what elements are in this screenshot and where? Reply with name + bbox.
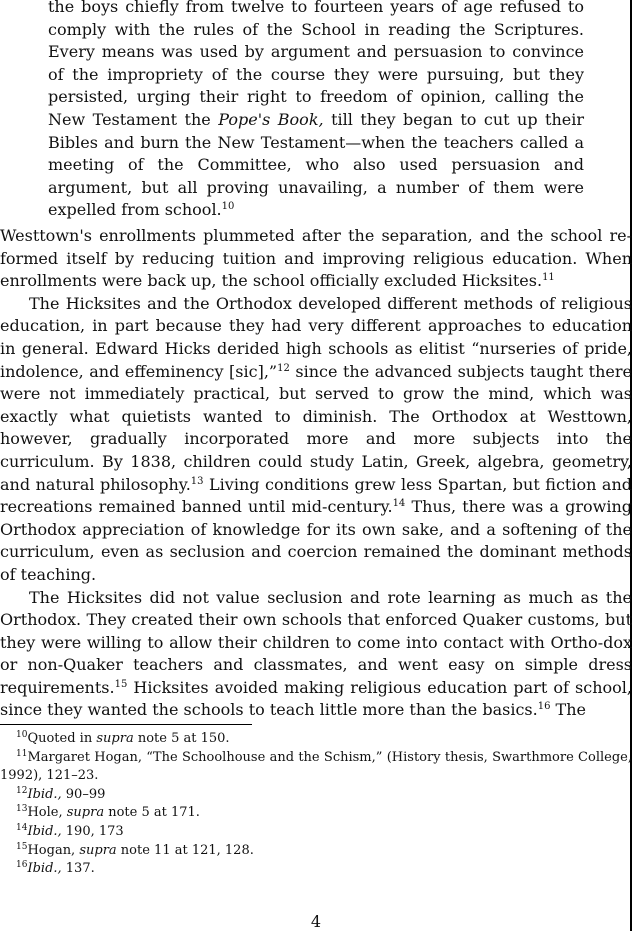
footnote-ref: 15 (114, 678, 128, 690)
footnote-italic: supra (96, 731, 134, 746)
quote-text: the boys chiefly from twelve to fourteen years of age refused to comply with the rules of the School in reading the Scriptures. Every means was used by argument and persuasion to convince of the impropriety of the course they were pursuing, but they persisted, urging their right to freedom of opinion, calling the New Testament the (48, 0, 584, 129)
footnote (0, 860, 632, 879)
footnote-text: note 5 at 150. (133, 731, 230, 746)
footnote (0, 823, 632, 842)
paragraph-text: Living conditions grew less Spartan, but fiction and recreations remained banned until mid-century. (0, 474, 632, 517)
paragraph-text: The Hicksites and the Orthodox developed different methods of religious education, in part because they had very different approaches to education in general. Edward Hicks derided high schools as elitist “nurseries of pride, indolence, and effeminency [sic],” (0, 293, 632, 381)
paragraph (0, 293, 632, 587)
paragraph-text: Thus, there was a growing Orthodox appreciation of knowledge for its own sake, and a softening of the curriculum, even as seclusion and coercion remained the dominant methods of teaching. (0, 497, 632, 584)
footnote-text: 190, 173 (61, 823, 124, 839)
footnote-number: 16 (16, 860, 28, 871)
footnote-text: note 5 at 171. (104, 805, 200, 821)
paragraph-text: The (550, 700, 586, 720)
footnote-text: Hole, (27, 805, 67, 821)
paragraph (0, 225, 632, 293)
footnote-italic: Ibid., (27, 786, 62, 802)
quote-text-end: till they began to cut up their Bibles and burn the New Testament—when the teachers called a meeting of the Committee, who also used persuasion and argument, but all proving unavailing, a number of them were expelled from school. (48, 109, 585, 220)
footnote-ref: 13 (190, 475, 204, 487)
footnote (0, 786, 632, 805)
footnote (0, 749, 632, 786)
footnote (0, 730, 632, 749)
footnote-text: 137. (61, 861, 95, 877)
page-number: 4 (310, 912, 322, 931)
footnote-number: 11 (16, 748, 28, 759)
footnote-number: 14 (16, 822, 28, 833)
quote-paragraph (48, 0, 584, 222)
footnote-ref: 10 (221, 201, 235, 213)
block-quote (48, 0, 584, 222)
footnote-ref: 14 (392, 498, 406, 510)
footnote-number: 12 (16, 785, 28, 796)
footnote-ref: 12 (277, 362, 290, 374)
quote-italic-title: Pope's Book, (218, 109, 324, 129)
footnotes (0, 730, 632, 879)
paragraph-text: Westtown's enrollments plummeted after the separation, and the school re-formed itself by reducing tuition and improving religious education. When enrollments were back up, the school officially excluded Hicksites. (0, 226, 632, 291)
footnote-italic: Ibid., (27, 861, 62, 877)
footnote-text: Quoted in (27, 731, 97, 746)
footnote-text: Hogan, (27, 842, 80, 858)
paragraph-text: since the advanced subjects taught there were not immediately practical, but served to grow the mind, which was exactly what quietists wanted to diminish. The Orthodox at Westtown, however, gradually incorporated more and more subjects into the curriculum. By 1838, children could study Latin, Greek, algebra, geometry, and natural philosophy. (0, 361, 632, 494)
footnote-ref: 16 (537, 701, 551, 713)
footnote-number: 15 (16, 841, 28, 852)
footnote-text: 90–99 (61, 786, 106, 802)
body-text (0, 225, 632, 722)
paragraph-text: The Hicksites did not value seclusion and rote learning as much as the Orthodox. They created their own schools that enforced Quaker customs, but they were willing to allow their children to come into contact with Ortho-dox or non-Quaker teachers and classmates, and went easy on simple dress requirements. (0, 587, 632, 697)
paragraph (0, 587, 632, 723)
footnote-italic: supra (79, 842, 117, 858)
footnote-ref: 11 (542, 272, 555, 284)
footnote (0, 804, 632, 823)
footnote-number: 13 (16, 804, 28, 815)
footnote-text: Margaret Hogan, “The Schoolhouse and the Schism,” (History thesis, Swarthmore College, 1992), 121–23. (0, 749, 632, 784)
footnote-italic: Ibid., (27, 823, 62, 839)
footnote (0, 842, 632, 861)
footnote-text: note 11 at 121, 128. (116, 842, 254, 858)
footnote-number: 10 (16, 730, 28, 740)
paragraph-text: Hicksites avoided making religious education part of school, since they wanted the schools to teach little more than the basics. (0, 677, 632, 720)
footnote-divider (0, 724, 252, 725)
footnote-italic: supra (66, 805, 105, 821)
